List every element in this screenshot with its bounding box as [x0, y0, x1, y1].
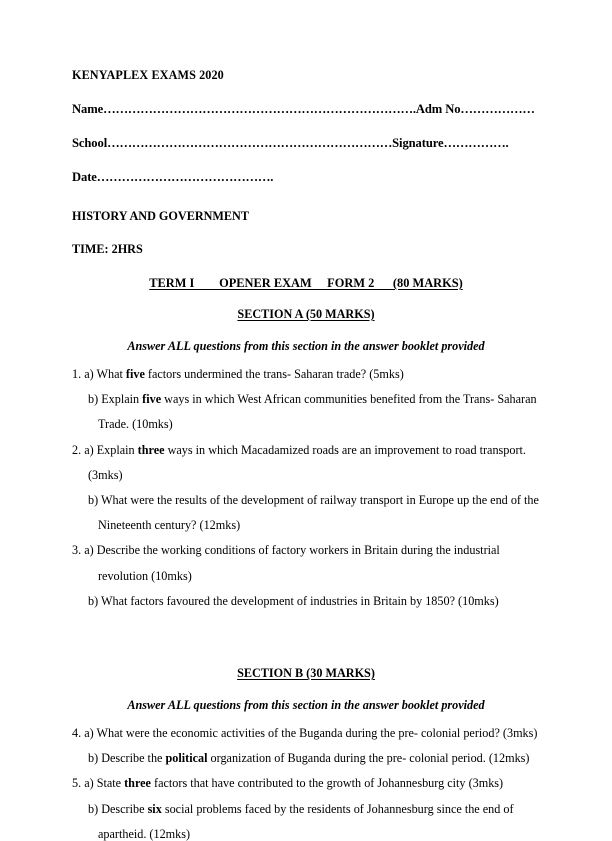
- question-line: [72, 803, 540, 815]
- emphasis-text: five: [142, 392, 162, 407]
- question-line: [72, 393, 540, 405]
- question-list: [72, 727, 540, 840]
- question-text: (3mks): [88, 467, 123, 482]
- question-text: ways in which Macadamized roads are an improvement to road transport.: [164, 442, 526, 457]
- section-instruction: Answer ALL questions from this section in the answer booklet provided: [127, 339, 485, 353]
- question-line: [72, 368, 540, 380]
- question-text: b) Explain: [88, 392, 143, 407]
- question-text: 1. a) What: [72, 367, 126, 381]
- section-spacer: [72, 620, 540, 650]
- school-field: [72, 136, 540, 151]
- question-text: ways in which West African communities benefited from the Trans- Saharan: [161, 392, 537, 407]
- question-3: [72, 544, 540, 607]
- question-text: b) What were the results of the development of railway transport in Europe up the end of the: [88, 493, 539, 508]
- question-line: [72, 777, 540, 789]
- emphasis-text: five: [125, 367, 145, 381]
- question-line: [72, 519, 540, 531]
- dot-leader-secondary[interactable]: …………….: [443, 136, 509, 150]
- question-line: [72, 570, 540, 582]
- exam-banner: [72, 276, 540, 291]
- question-line: [72, 444, 540, 456]
- question-text: organization of Buganda during the pre- colonial period. (12mks): [207, 751, 530, 766]
- dot-leader[interactable]: ……………………………………………………………: [107, 136, 393, 150]
- section-heading-section-a: [72, 307, 540, 322]
- student-details-block: [72, 102, 540, 185]
- field-label: Name: [72, 102, 104, 116]
- page-title: KENYAPLEX EXAMS 2020: [72, 68, 224, 82]
- question-text: 3. a) Describe the working conditions of factory workers in Britain during the industrial: [72, 543, 500, 558]
- emphasis-text: political: [165, 751, 208, 766]
- time-allowed: TIME: 2HRS: [72, 242, 143, 256]
- emphasis-text: three: [124, 776, 151, 791]
- question-text: b) Describe: [88, 801, 148, 816]
- sections-container: [72, 307, 540, 840]
- field-label: Date: [72, 170, 97, 184]
- question-text: revolution (10mks): [98, 568, 192, 583]
- question-text: apartheid. (12mks): [98, 826, 191, 841]
- field-label: School: [72, 136, 108, 150]
- question-line: [72, 494, 540, 506]
- question-line: [72, 418, 540, 430]
- dot-leader[interactable]: ………………………………………………………………….: [103, 102, 416, 116]
- question-list: [72, 368, 540, 607]
- section-heading-section-b: [72, 666, 540, 681]
- subject-heading: HISTORY AND GOVERNMENT: [72, 209, 249, 223]
- question-2: [72, 444, 540, 532]
- question-text: b) Describe the: [88, 751, 166, 766]
- question-line: [72, 595, 540, 607]
- name-field: [72, 102, 540, 117]
- emphasis-text: six: [147, 801, 162, 816]
- question-text: factors undermined the trans- Saharan trade? (5mks): [144, 367, 404, 381]
- exam-banner-text: TERM I OPENER EXAM FORM 2 (80 MARKS): [149, 276, 463, 290]
- question-text: Nineteenth century? (12mks): [98, 518, 241, 533]
- section-instruction: Answer ALL questions from this section in the answer booklet provided: [127, 698, 485, 713]
- date-field: [72, 170, 540, 185]
- field-label-secondary: Signature: [392, 136, 444, 150]
- question-line: [72, 544, 540, 556]
- section-heading-text: SECTION A (50 MARKS): [237, 307, 375, 321]
- question-text: 5. a) State: [72, 776, 125, 791]
- dot-leader-secondary[interactable]: ………………: [460, 102, 535, 116]
- section-heading-text: SECTION B (30 MARKS): [237, 666, 375, 681]
- question-1: [72, 368, 540, 431]
- question-text: 2. a) Explain: [72, 442, 138, 457]
- question-line: [72, 828, 540, 840]
- dot-leader[interactable]: …………………………………….: [96, 170, 274, 184]
- question-4: [72, 727, 540, 764]
- question-text: 4. a) What were the economic activities of the Buganda during the pre- colonial period? (3mks): [72, 726, 538, 741]
- question-text: Trade. (10mks): [98, 417, 173, 432]
- question-line: [72, 752, 540, 764]
- question-line: [72, 727, 540, 739]
- question-text: b) What factors favoured the development of industries in Britain by 1850? (10mks): [88, 593, 499, 608]
- question-text: factors that have contributed to the growth of Johannesburg city (3mks): [150, 776, 504, 791]
- emphasis-text: three: [137, 442, 165, 457]
- question-text: social problems faced by the residents of Johannesburg since the end of: [161, 801, 514, 816]
- question-line: [72, 469, 540, 481]
- field-label-secondary: Adm No: [415, 102, 461, 116]
- question-5: [72, 777, 540, 840]
